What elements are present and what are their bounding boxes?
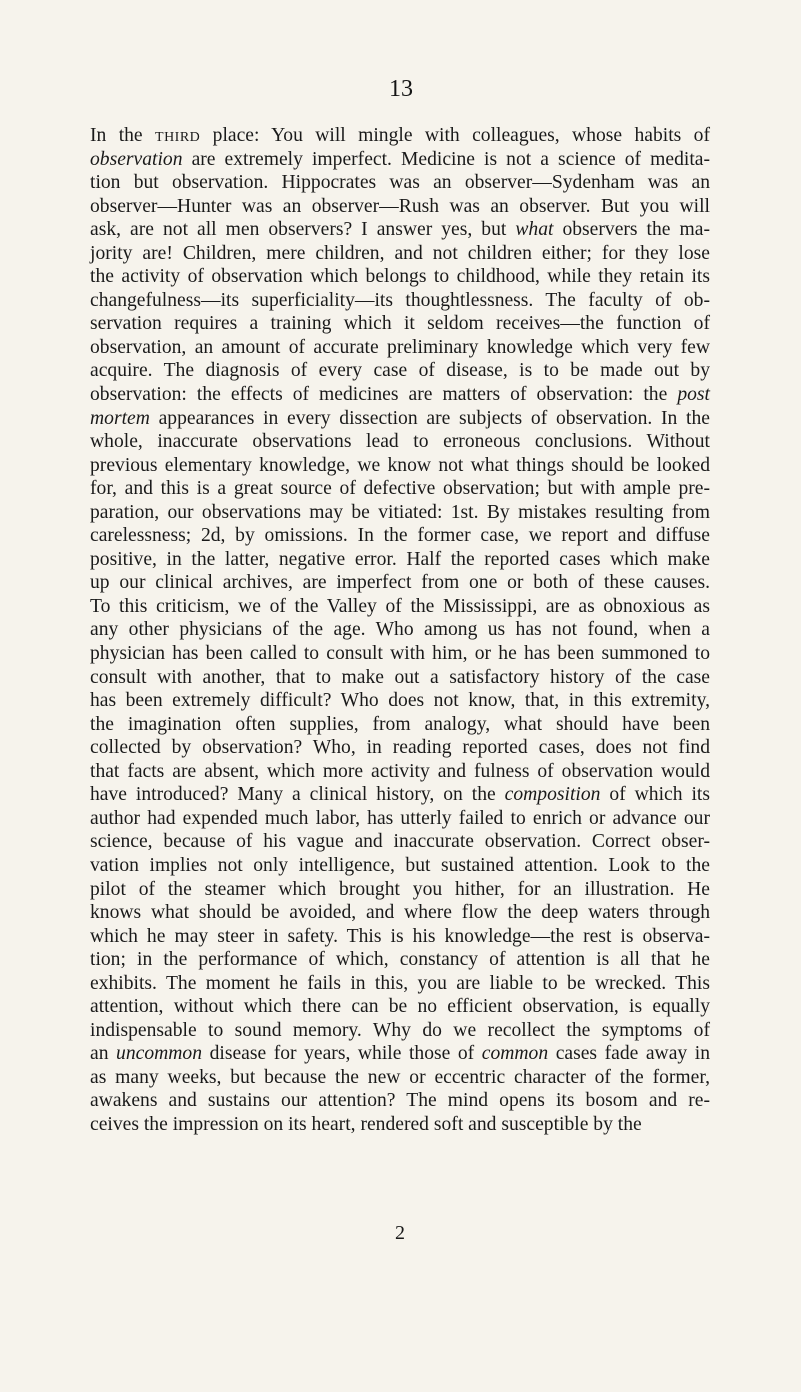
text-line [90, 854, 710, 878]
text-run: have introduced? Many a clinical history, on the [90, 784, 505, 806]
text-line [90, 925, 710, 949]
text-run: previous elementary knowledge, we know not what things should be looked [90, 454, 710, 476]
italic-text: common [481, 1043, 549, 1065]
italic-text: observation [90, 148, 183, 170]
text-line [90, 783, 710, 807]
text-run: attention, without which there can be no efficient observation, is equally [90, 996, 710, 1018]
text-run: place: You will mingle with colleagues, whose habits of [200, 125, 710, 146]
text-run: indispensable to sound memory. Why do we recollect the symptoms of [90, 1019, 710, 1041]
text-line [90, 878, 710, 902]
text-line [90, 1066, 710, 1090]
text-run: of which its [600, 784, 710, 806]
text-line [90, 1113, 710, 1137]
text-line [90, 218, 710, 242]
text-run: which he may steer in safety. This is his knowledge—the rest is observa- [90, 925, 710, 947]
text-run: the activity of observation which belongs to childhood, while they retain its [90, 266, 710, 288]
text-run: observers the ma- [553, 219, 710, 241]
text-line [90, 972, 710, 996]
text-run: jority are! Children, mere children, and not children either; for they lose [90, 242, 710, 264]
text-run: as many weeks, but because the new or eccentric character of the former, [90, 1066, 710, 1088]
text-run: the imagination often supplies, from analogy, what should have been [90, 713, 710, 735]
text-run: physician has been called to consult with him, or he has been summoned to [90, 643, 710, 665]
text-run: carelessness; 2d, by omissions. In the former case, we report and diffuse [90, 525, 710, 547]
text-line [90, 524, 710, 548]
text-run: up our clinical archives, are imperfect from one or both of these causes. [90, 572, 710, 594]
text-line [90, 1089, 710, 1113]
text-line [90, 571, 710, 595]
text-run: changefulness—its superficiality—its thoughtlessness. The faculty of ob- [90, 289, 710, 311]
text-line [90, 666, 710, 690]
text-run: pilot of the steamer which brought you hither, for an illustration. He [90, 878, 710, 900]
text-run: has been extremely difficult? Who does not know, that, in this extremity, [90, 690, 710, 712]
text-run: ceives the impression on its heart, rendered soft and susceptible by the [90, 1113, 642, 1135]
signature-mark: 2 [395, 1222, 405, 1244]
text-run: appearances in every dissection are subjects of observation. In the [149, 407, 710, 429]
text-run: In the [90, 125, 156, 146]
italic-text: mortem [90, 407, 150, 429]
text-line [90, 195, 710, 219]
text-run: cases fade away in [548, 1043, 710, 1065]
text-line [90, 1042, 710, 1066]
text-line [90, 477, 710, 501]
text-line [90, 336, 710, 360]
text-run: acquire. The diagnosis of every case of disease, is to be made out by [90, 360, 710, 382]
text-line [90, 359, 710, 383]
text-line [90, 618, 710, 642]
text-run: whole, inaccurate observations lead to erroneous conclusions. Without [90, 431, 710, 453]
text-run: tion; in the performance of which, constancy of attention is all that he [90, 949, 710, 971]
text-run: any other physicians of the age. Who among us has not found, when a [90, 619, 710, 641]
text-line [90, 407, 710, 431]
page-number: 13 [389, 76, 413, 102]
text-run: awakens and sustains our attention? The mind opens its bosom and re- [90, 1090, 710, 1112]
text-line [90, 736, 710, 760]
text-line [90, 242, 710, 266]
text-run: that facts are absent, which more activity and fulness of observation would [90, 760, 710, 782]
text-line [90, 713, 710, 737]
small-caps-text: third [155, 125, 201, 146]
italic-text: composition [504, 784, 601, 806]
text-run: positive, in the latter, negative error. Half the reported cases which make [90, 548, 710, 570]
text-line [90, 760, 710, 784]
text-line [90, 265, 710, 289]
text-run: observer—Hunter was an observer—Rush was an observer. But you will [90, 195, 710, 217]
text-run: exhibits. The moment he fails in this, you are liable to be wrecked. This [90, 972, 710, 994]
text-run: servation requires a training which it seldom receives—the function of [90, 313, 710, 335]
text-run: vation implies not only intelligence, but sustained attention. Look to the [90, 854, 710, 876]
text-line [90, 171, 710, 195]
text-run: observation: the effects of medicines are matters of observation: the [90, 384, 678, 406]
text-line [90, 312, 710, 336]
text-line [90, 901, 710, 925]
text-line [90, 807, 710, 831]
body-paragraph [90, 124, 710, 1137]
text-line [90, 689, 710, 713]
text-line [90, 501, 710, 525]
text-run: ask, are not all men observers? I answer yes, but [90, 219, 516, 241]
text-line [90, 595, 710, 619]
text-run: paration, our observations may be vitiated: 1st. By mistakes resulting from [90, 501, 710, 523]
text-line [90, 995, 710, 1019]
text-line [90, 289, 710, 313]
text-run: To this criticism, we of the Valley of the Mississippi, are as obnoxious as [90, 595, 710, 617]
text-line [90, 830, 710, 854]
text-run: tion but observation. Hippocrates was an observer—Sydenham was an [90, 172, 710, 194]
text-run: collected by observation? Who, in reading reported cases, does not find [90, 737, 710, 759]
text-line [90, 454, 710, 478]
text-run: knows what should be avoided, and where flow the deep waters through [90, 902, 710, 924]
text-run: observation, an amount of accurate preliminary knowledge which very few [90, 336, 710, 358]
text-run: science, because of his vague and inaccurate observation. Correct obser- [90, 831, 710, 853]
text-run: an [90, 1043, 117, 1065]
text-run: for, and this is a great source of defective observation; but with ample pre- [90, 478, 710, 500]
text-run: are extremely imperfect. Medicine is not a science of medita- [182, 148, 710, 170]
text-line [90, 948, 710, 972]
text-run: author had expended much labor, has utterly failed to enrich or advance our [90, 807, 710, 829]
text-line [90, 642, 710, 666]
text-line [90, 148, 710, 172]
text-line [90, 383, 710, 407]
italic-text: uncommon [116, 1043, 203, 1065]
text-line [90, 1019, 710, 1043]
text-line [90, 548, 710, 572]
italic-text: post [677, 384, 710, 406]
text-run: consult with another, that to make out a satisfactory history of the case [90, 666, 710, 688]
text-line [90, 124, 710, 148]
text-run: disease for years, while those of [202, 1043, 482, 1065]
italic-text: what [515, 219, 554, 241]
text-line [90, 430, 710, 454]
